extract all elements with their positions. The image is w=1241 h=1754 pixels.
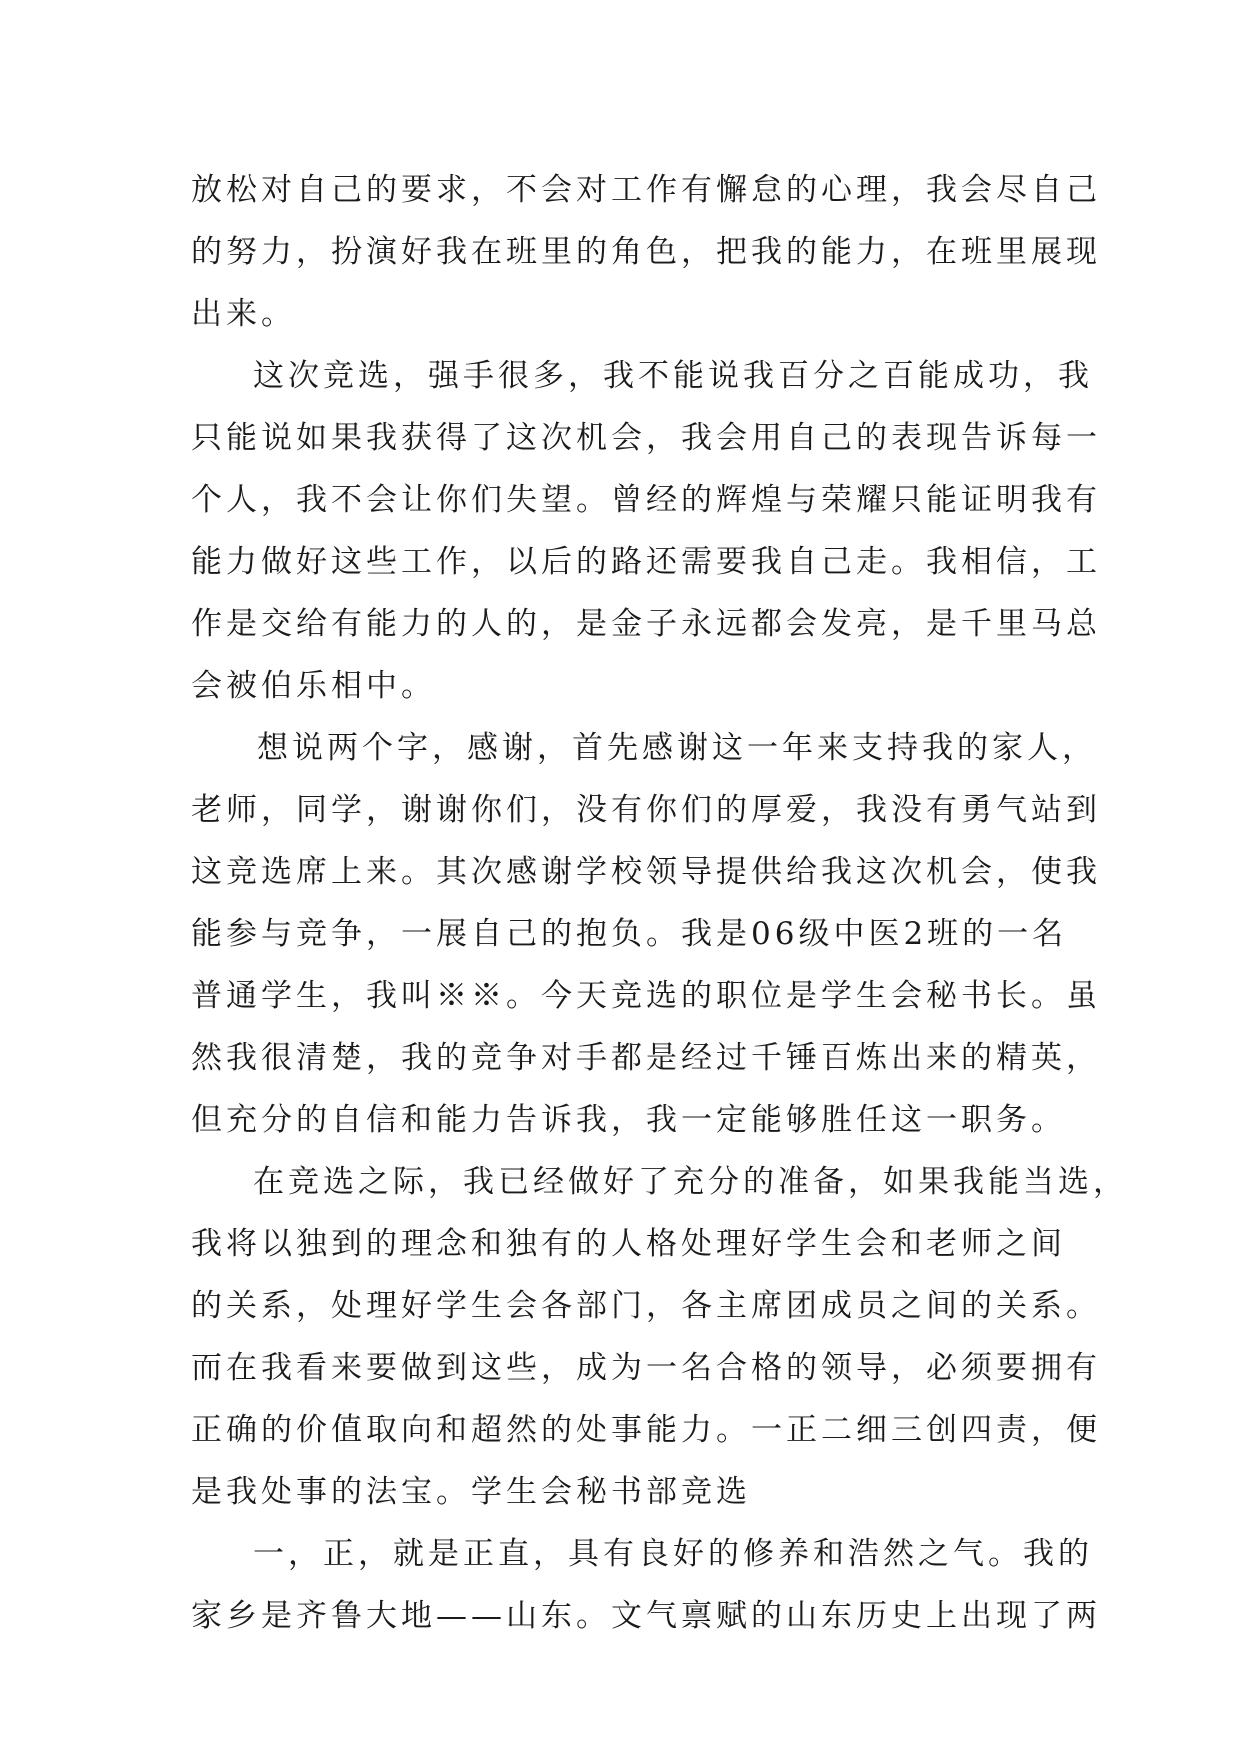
- text-line: 作是交给有能力的人的，是金子永远都会发亮，是千里马总: [191, 606, 1101, 642]
- text-line: 只能说如果我获得了这次机会，我会用自己的表现告诉每一: [191, 420, 1101, 456]
- text-line: 是我处事的法宝。学生会秘书部竞选: [191, 1474, 751, 1510]
- paragraph: [191, 1523, 1101, 1647]
- text-line: 的关系，处理好学生会各部门，各主席团成员之间的关系。: [191, 1288, 1101, 1324]
- text-line: 正确的价值取向和超然的处事能力。一正二细三创四责，便: [191, 1412, 1101, 1448]
- text-line: 老师，同学，谢谢你们，没有你们的厚爱，我没有勇气站到: [191, 792, 1101, 828]
- text-line: 能力做好这些工作，以后的路还需要我自己走。我相信，工: [191, 544, 1101, 580]
- paragraph: [191, 159, 1101, 345]
- text-line: 这竞选席上来。其次感谢学校领导提供给我这次机会，使我: [191, 854, 1101, 890]
- document-body: [191, 159, 1128, 1647]
- text-line: 会被伯乐相中。: [191, 668, 436, 704]
- text-line: 而在我看来要做到这些，成为一名合格的领导，必须要拥有: [191, 1350, 1101, 1386]
- paragraph: [191, 345, 1101, 717]
- text-line: 家乡是齐鲁大地——山东。文气禀赋的山东历史上出现了两: [191, 1598, 1101, 1634]
- paragraph: [191, 1151, 1128, 1523]
- text-line: 一，正，就是正直，具有良好的修养和浩然之气。我的: [253, 1536, 1093, 1572]
- text-line: 能参与竞争，一展自己的抱负。我是06级中医2班的一名: [191, 916, 1068, 952]
- text-line: 放松对自己的要求，不会对工作有懈怠的心理，我会尽自己: [191, 172, 1101, 208]
- text-line: 出来。: [191, 296, 296, 332]
- text-line: 我将以独到的理念和独有的人格处理好学生会和老师之间: [191, 1226, 1066, 1262]
- text-line: 想说两个字，感谢，首先感谢这一年来支持我的家人，: [257, 730, 1097, 766]
- text-line: 但充分的自信和能力告诉我，我一定能够胜任这一职务。: [191, 1102, 1066, 1138]
- text-line: 个人，我不会让你们失望。曾经的辉煌与荣耀只能证明我有: [191, 482, 1101, 518]
- text-line: 在竞选之际，我已经做好了充分的准备，如果我能当选，: [253, 1164, 1128, 1200]
- text-line: 这次竞选，强手很多，我不能说我百分之百能成功，我: [253, 358, 1093, 394]
- text-line: 的努力，扮演好我在班里的角色，把我的能力，在班里展现: [191, 234, 1101, 270]
- paragraph: [191, 717, 1101, 1151]
- text-line: 然我很清楚，我的竞争对手都是经过千锤百炼出来的精英，: [191, 1040, 1101, 1076]
- text-line: 普通学生，我叫※※。今天竞选的职位是学生会秘书长。虽: [191, 978, 1101, 1014]
